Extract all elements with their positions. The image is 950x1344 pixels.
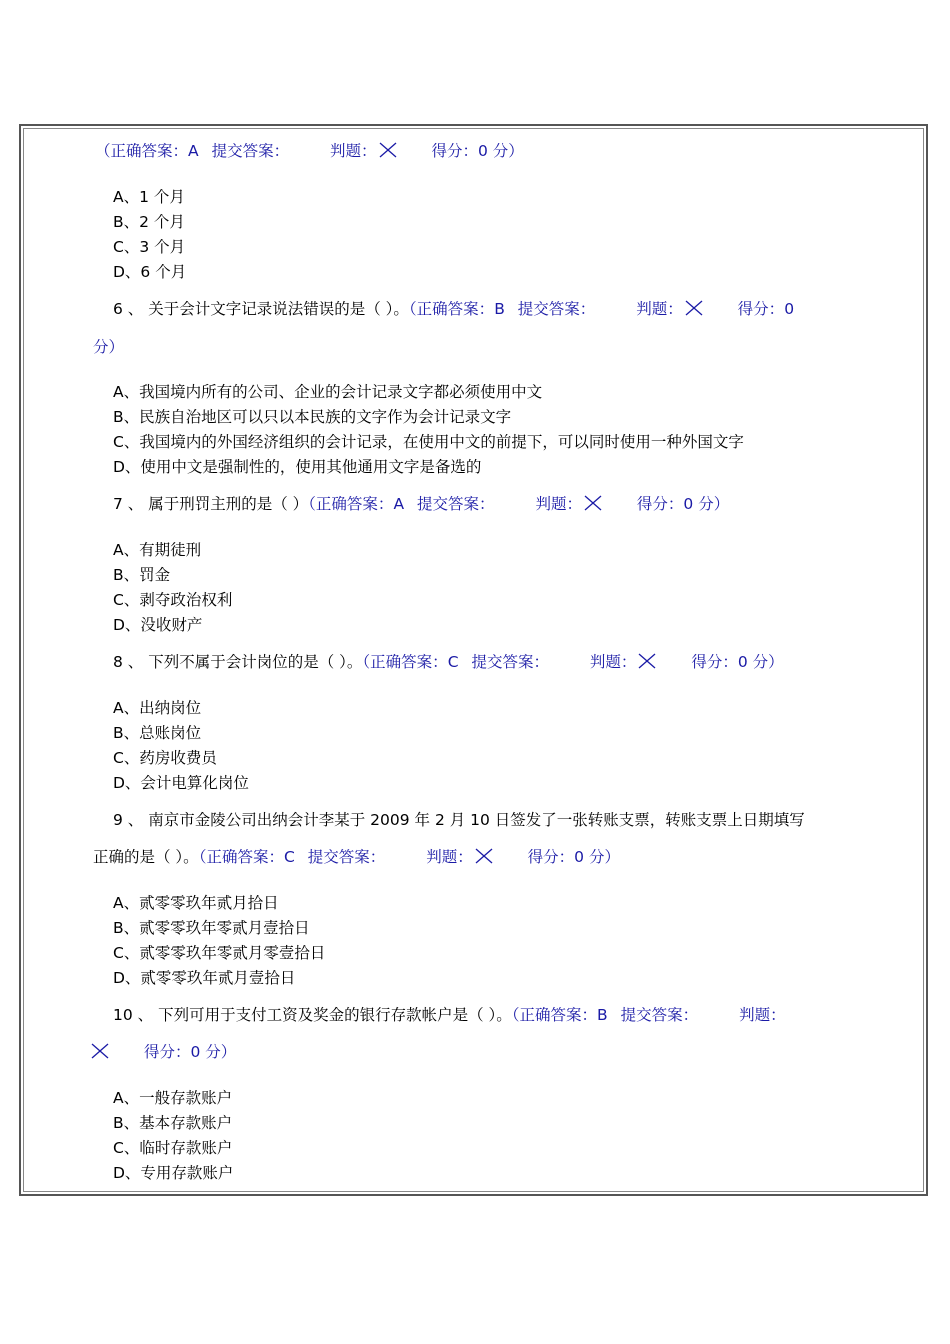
q6-option-d: D、使用中文是强制性的，使用其他通用文字是备选的 — [113, 458, 482, 476]
q5-option-a: A、1 个月 — [113, 188, 185, 206]
q7-option-c: C、剥夺政治权利 — [113, 591, 233, 609]
q10-option-b: B、基本存款账户 — [113, 1114, 233, 1132]
q10-option-c: C、临时存款账户 — [113, 1139, 233, 1157]
q9-option-d: D、贰零零玖年贰月壹拾日 — [113, 969, 296, 987]
q6-option-b: B、民族自治地区可以只以本民族的文字作为会计记录文字 — [113, 408, 512, 426]
q8-option-d: D、会计电算化岗位 — [113, 774, 249, 792]
q6-option-c: C、我国境内的外国经济组织的会计记录，在使用中文的前提下，可以同时使用一种外国文字 — [113, 433, 744, 451]
q7-option-d: D、没收财产 — [113, 616, 203, 634]
cross-icon — [379, 142, 397, 158]
q9-option-b: B、贰零零玖年零贰月壹拾日 — [113, 919, 310, 937]
q7-option-b: B、罚金 — [113, 566, 171, 584]
q6-question: 6 、 关于会计文字记录说法错误的是（ ）。（正确答案：B 提交答案： 判题： 得分：0 — [113, 300, 795, 318]
q10-option-d: D、专用存款账户 — [113, 1164, 234, 1182]
q9-option-c: C、贰零零玖年零贰月零壹拾日 — [113, 944, 326, 962]
cross-icon — [91, 1043, 109, 1059]
cross-icon — [475, 848, 493, 864]
q8-option-b: B、总账岗位 — [113, 724, 202, 742]
q6-question-wrap: 分） — [93, 338, 125, 356]
q8-question: 8 、 下列不属于会计岗位的是（ ）。（正确答案：C 提交答案： 判题： 得分：0 分） — [113, 653, 784, 671]
q6-option-a: A、我国境内所有的公司、企业的会计记录文字都必须使用中文 — [113, 383, 543, 401]
q5-answer-line: （正确答案：A 提交答案： 判题： 得分：0 分） — [95, 142, 524, 160]
cross-icon — [685, 300, 703, 316]
cross-icon — [584, 495, 602, 511]
q10-question: 10 、 下列可用于支付工资及奖金的银行存款帐户是（ ）。（正确答案：B 提交答案： 判题： — [113, 1006, 786, 1024]
q5-option-c: C、3 个月 — [113, 238, 186, 256]
q9-question: 9 、 南京市金陵公司出纳会计李某于 2009 年 2 月 10 日签发了一张转账支票，转账支票上日期填写 — [113, 811, 805, 829]
q9-option-a: A、贰零零玖年贰月拾日 — [113, 894, 279, 912]
q7-option-a: A、有期徒刑 — [113, 541, 202, 559]
q5-option-b: B、2 个月 — [113, 213, 185, 231]
q7-question: 7 、 属于刑罚主刑的是（ ）（正确答案：A 提交答案： 判题： 得分：0 分） — [113, 495, 730, 513]
q10-question-wrap: 得分：0 分） — [91, 1042, 236, 1062]
q10-option-a: A、一般存款账户 — [113, 1089, 233, 1107]
q8-option-a: A、出纳岗位 — [113, 699, 202, 717]
q9-question-wrap: 正确的是（ ）。（正确答案：C 提交答案： 判题： 得分：0 分） — [93, 848, 620, 866]
q8-option-c: C、药房收费员 — [113, 749, 217, 767]
q5-option-d: D、6 个月 — [113, 263, 187, 281]
cross-icon — [638, 653, 656, 669]
